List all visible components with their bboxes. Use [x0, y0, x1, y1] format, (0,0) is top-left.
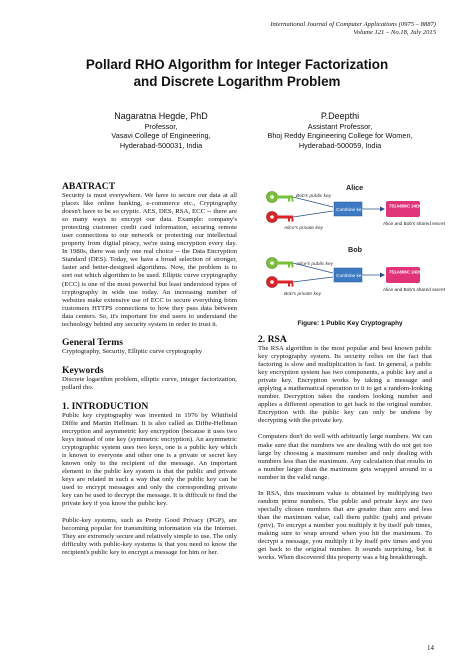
figure-caption: Figure: 1 Public Key Cryptography	[297, 320, 403, 327]
combine-keys-label: Combine keys	[336, 274, 367, 279]
arrowhead-icon	[380, 207, 385, 212]
journal-header-line2: Volume 121 – No.18, July 2015	[353, 29, 436, 37]
author-affiliation: Hyderabad-500059, India	[298, 140, 382, 150]
rsa-heading: 2. RSA	[258, 334, 287, 345]
general-terms-text: Cryptography, Security, Elliptic curve cryptography	[62, 347, 203, 355]
author-affiliation: Bhoj Reddy Engineering College for Women,	[267, 131, 413, 141]
bob-public-key-label: Alice's public key	[296, 262, 334, 267]
alice-private-key-label: Alice's private key	[284, 226, 323, 231]
bob-label: Bob	[348, 245, 362, 254]
keywords-text: Discrete logarithm problem, elliptic curve, integer factorization, pollard rho.	[62, 375, 237, 391]
introduction-para-2: Public-key systems, such as Pretty Good Privacy (PGP), are becoming popular for transmitting information via the Internet. They are extremely secure and relatively simple to use. The only difficulty with public-key systems is that you need to know the recipient's public key to encrypt a message for him or her.	[62, 516, 237, 556]
author-affiliation: Assistant Professor,	[307, 122, 373, 131]
abstract-heading: ABATRACT	[62, 181, 116, 192]
author-name: Nagaratna Hegde, PhD	[114, 111, 208, 121]
figure-diagram	[262, 181, 445, 313]
journal-header	[270, 21, 436, 37]
page-number: 14	[427, 644, 434, 652]
red-key-icon	[267, 277, 294, 288]
alice-public-key-label: Bob's public key	[296, 194, 332, 199]
combine-keys-label: Combine keys	[336, 208, 367, 213]
right-column	[258, 334, 432, 562]
arrowhead-icon	[380, 273, 385, 278]
bob-private-key-label: Bob's private key	[284, 292, 322, 297]
alice-label: Alice	[346, 183, 364, 192]
journal-header-line1: International Journal of Computer Applications (0975 – 8887)	[270, 21, 436, 28]
introduction-para-1: Public key cryptography was invented in 1976 by Whitfield Diffie and Martin Hellman. It is also called as Diffie-Hellman encryption and asymmetric key encryption (because it uses two keys instead of one key (symmetric encryption). An asymmetric cryptographic system uses two keys, one is a public key which is known to everyone and other one is a private or secret key known only to the recipient of the message. An important element to the public key system is that the public and private keys are related in such a way that only the public key can be used to encrypt messages and only the corresponding private key can be used to decrypt the message. It is difficult to find the private key if you know the public key.	[62, 411, 237, 508]
shared-secret-value: 751A696C 24D97009	[389, 203, 432, 209]
introduction-heading: 1. INTRODUCTION	[62, 400, 149, 412]
abstract-text: Security is must everywhere. We have to secure our data at all places like online banking, e-commerce etc., Cryptography doesn't have to be so cryptic. AES, DES, RSA, ECC -- there are so many ways to encrypt our data. Example: company's protecting customer credit card information, securing remote user connections to our network or protecting our intellectual property from digital piracy, we're using encryption every day. In 1980s, there was only one real choice -- the Data Encryption Standard (DES). Today, we have a broad selection of stronger, faster and better-designed algorithms. Now, the problem is to sort out which algorithm to be used. Elliptic curve cryptography (ECC) is one of the most powerful but least understood types of cryptography in wide use today. An increasing number of websites make extensive use of ECC to secure everything from customers HTTPS connections to how they pass data between data centers. So, it's important for end users to understand the technology behind any security system in order to trust it.	[62, 192, 237, 328]
author-affiliation: Hyderabad-500031, India	[119, 140, 203, 150]
title-line1: Pollard RHO Algorithm for Integer Factorization	[85, 57, 389, 72]
author-affiliation: Professor,	[144, 122, 178, 131]
author-2	[240, 111, 440, 150]
rsa-para-2: Computers don't do well with arbitrarily large numbers. We can make sure that the numbers we are dealing with do not get too large by choosing a maximum number and only dealing with numbers less than the maximum. Any calculation that results in a number larger than the maximum gets wrapped around to a number in the valid range.	[258, 433, 432, 481]
paper-title	[0, 57, 474, 90]
left-column	[62, 181, 237, 557]
rsa-para-3: In RSA, this maximum value is obtained by multiplying two random prime numbers. The public and private keys are two specially chosen numbers that are greater than zero and less than the maximum value, call them public (pub) and private (priv). To encrypt a number you multiply it by itself pub times, making sure to wrap around when you hit the maximum. To decrypt a message, you multiply it by itself priv times and you get back to the original number. It sounds surprising, but it works. When discovered this property was a big breakthrough.	[258, 489, 432, 562]
shared-secret-label: Alice and Bob's shared secret	[383, 287, 445, 292]
rsa-para-1: The RSA algorithm is the most popular and best known public key cryptography system. Its security relies on the fact that factoring is slow and multiplication is fast. In general, a public key encryption system has two components, a public key and a private key. Encryption works by taking a message and applying a mathematical operation to it to get a random-looking number. Decryption takes the random looking number and applies a different operation to get back to the original number. Encryption with the public key can only be undone by decrypting with the private key.	[258, 345, 432, 425]
author-1	[76, 111, 246, 150]
green-key-icon	[267, 258, 294, 269]
shared-secret-value: 751A696C 24D97009	[389, 269, 432, 275]
shared-secret-label: Alice and Bob's shared secret	[383, 221, 445, 226]
figure-public-key-cryptography	[262, 181, 445, 313]
title-line2: and Discrete Logarithm Problem	[133, 73, 341, 89]
red-key-icon	[267, 212, 294, 223]
author-name: P.Deepthi	[320, 111, 360, 121]
general-terms-heading: General Terms	[62, 336, 124, 348]
keywords-heading: Keywords	[62, 364, 104, 376]
green-key-icon	[267, 192, 294, 203]
author-affiliation: Vasavi College of Engineering,	[111, 131, 211, 141]
arrow-lines	[293, 197, 333, 217]
